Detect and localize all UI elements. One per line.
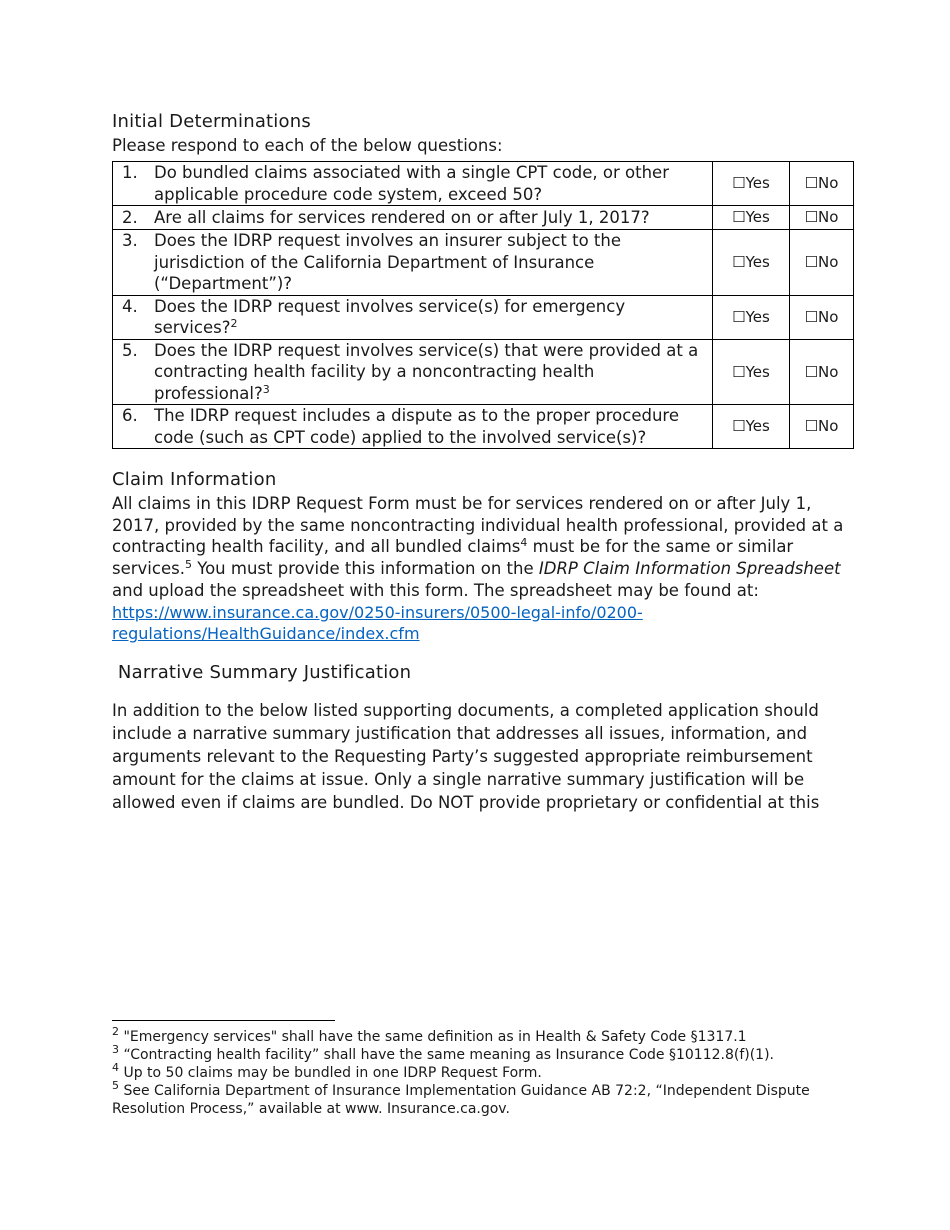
claim-text-2: must be for the same or similar services. [112, 537, 794, 579]
footnote-4 [112, 1061, 853, 1082]
no-checkbox[interactable]: ☐No [804, 208, 839, 227]
footnote-ref[interactable]: 2 [230, 317, 238, 330]
footnote-separator [112, 1020, 335, 1021]
initial-prompt: Please respond to each of the below questions: [112, 136, 503, 155]
footnote-ref-4[interactable]: 4 [520, 536, 528, 550]
yes-checkbox[interactable]: ☐Yes [732, 362, 770, 381]
initial-determinations-heading: Initial Determinations [112, 111, 311, 132]
guidance-link[interactable]: https://www.insurance.ca.gov/0250-insurers/0500-legal-info/0200-regulations/HealthGuidance/index.cfm [112, 602, 643, 644]
footnote-text: "Emergency services" shall have the same definition as in Health & Safety Code §1317.1 [119, 1029, 747, 1045]
question-row [113, 405, 854, 449]
spreadsheet-name: IDRP Claim Information Spreadsheet [538, 559, 841, 579]
no-checkbox[interactable]: ☐No [804, 253, 839, 271]
no-checkbox[interactable]: ☐No [804, 362, 839, 381]
narrative-summary-heading: Narrative Summary Justification [112, 662, 412, 683]
footnote-text: Up to 50 claims may be bundled in one IDRP Request Form. [119, 1065, 542, 1081]
yes-checkbox[interactable]: ☐Yes [732, 253, 770, 271]
question-row [113, 230, 854, 296]
footnote-5 [112, 1079, 812, 1118]
no-checkbox[interactable]: ☐No [804, 417, 839, 436]
yes-checkbox[interactable]: ☐Yes [732, 208, 770, 227]
question-number: 4. [122, 296, 138, 316]
no-checkbox[interactable]: ☐No [804, 307, 839, 326]
question-row [113, 206, 854, 230]
footnote-number: 4 [112, 1061, 119, 1074]
footnote-number: 5 [112, 1079, 119, 1092]
question-text: Does the IDRP request involves service(s) that were provided at a contracting health facility by a noncontracting health professional? [154, 340, 699, 403]
questions-table [112, 161, 854, 449]
question-number: 5. [122, 340, 138, 360]
question-row [113, 339, 854, 405]
footnote-ref[interactable]: 3 [262, 382, 270, 396]
footnote-number: 2 [112, 1025, 119, 1038]
claim-text-1: All claims in this IDRP Request Form must be for services rendered on or after July 1, 2017, provided by the same noncontracting individual health professional, provided at a contracting health facility, and all bundled claims [112, 494, 844, 557]
question-number: 1. [122, 163, 138, 182]
footnote-text: See California Department of Insurance Implementation Guidance AB 72:2, “Independent Dispute Resolution Process,” available at www. Insurance.ca.gov. [112, 1083, 810, 1117]
no-checkbox[interactable]: ☐No [804, 174, 839, 193]
claim-information-heading: Claim Information [112, 469, 277, 490]
question-number: 3. [122, 231, 138, 250]
claim-information-paragraph [112, 493, 853, 645]
claim-text-3: You must provide this information on the [191, 559, 539, 579]
question-number: 2. [122, 207, 138, 227]
question-text: The IDRP request includes a dispute as to the proper procedure code (such as CPT code) applied to the involved service(s)? [154, 406, 680, 447]
footnote-3 [112, 1043, 853, 1064]
footnote-2 [112, 1025, 853, 1046]
question-text: Does the IDRP request involves service(s) for emergency services? [154, 296, 626, 337]
footnote-text: “Contracting health facility” shall have the same meaning as Insurance Code §10112.8(f)(1). [119, 1047, 775, 1063]
claim-text-4: and upload the spreadsheet with this form. The spreadsheet may be found at: [112, 580, 759, 600]
footnote-ref-5[interactable]: 5 [184, 558, 192, 572]
question-row [113, 162, 854, 206]
question-text: Do bundled claims associated with a single CPT code, or other applicable procedure code system, exceed 50? [154, 163, 669, 204]
question-text: Does the IDRP request involves an insurer subject to the jurisdiction of the California Department of Insurance (“Department”)? [154, 231, 622, 293]
question-number: 6. [122, 406, 138, 425]
question-row [113, 295, 854, 339]
yes-checkbox[interactable]: ☐Yes [732, 307, 770, 326]
narrative-paragraph: In addition to the below listed supporting documents, a completed application should include a narrative summary justification that addresses all issues, information, and arguments relevant to the Requesting Party’s suggested appropriate reimbursement amount for the claims at issue. Only a single narrative summary justification will be allowed even if claims are bundled. Do NOT provide proprietary or confidential at this [112, 701, 820, 812]
footnote-number: 3 [112, 1043, 119, 1056]
yes-checkbox[interactable]: ☐Yes [732, 174, 770, 193]
yes-checkbox[interactable]: ☐Yes [732, 417, 770, 436]
question-text: Are all claims for services rendered on or after July 1, 2017? [154, 207, 650, 227]
